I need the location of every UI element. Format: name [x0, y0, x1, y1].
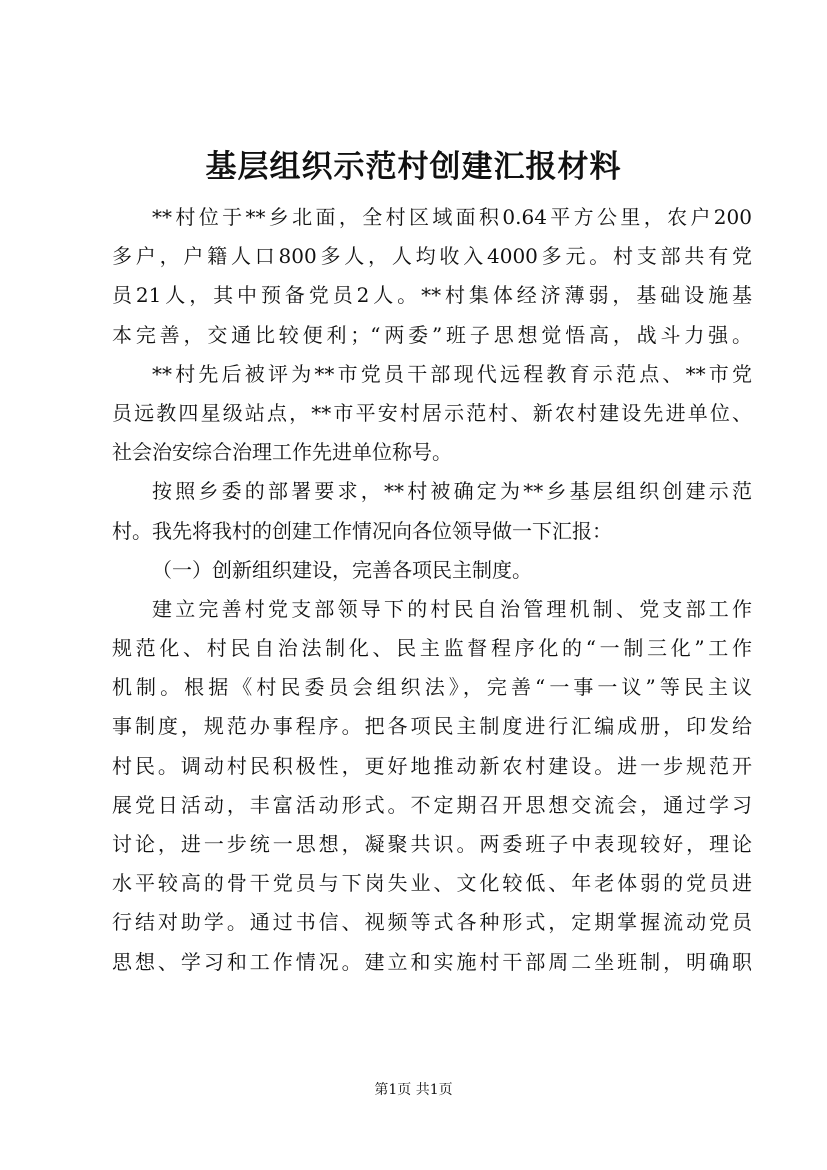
text-line: 员远教四星级站点，**市平安村居示范村、新农村建设先进单位、: [112, 400, 752, 425]
text-line: 村民。调动村民积极性，更好地推动新农村建设。进一步规范开: [112, 753, 752, 778]
text-line: 事制度，规范办事程序。把各项民主制度进行汇编成册，印发给: [112, 714, 752, 739]
text-line: 机制。根据《村民委员会组织法》，完善“一事一议”等民主议: [112, 675, 752, 700]
text-line: 员21人，其中预备党员2人。**村集体经济薄弱，基础设施基: [112, 283, 752, 308]
text-line: 展党日活动，丰富活动形式。不定期召开思想交流会，通过学习: [112, 792, 752, 817]
text-line: 规范化、村民自治法制化、民主监督程序化的“一制三化”工作: [112, 636, 752, 661]
document-body: [112, 198, 752, 982]
page-footer: 第1页 共1页: [374, 1082, 453, 1098]
text-line: 社会治安综合治理工作先进单位称号。: [112, 440, 452, 465]
paragraph-village-overview: [112, 198, 752, 355]
document-title: 基层组织示范村创建汇报材料: [205, 149, 622, 185]
text-line: 按照乡委的部署要求，**村被确定为**乡基层组织创建示范: [152, 479, 752, 504]
section-heading-1: [112, 551, 752, 590]
text-line: 本完善，交通比较便利；“两委”班子思想觉悟高，战斗力强。: [112, 322, 752, 347]
text-line: **村位于**乡北面，全村区域面积0.64平方公里，农户200: [152, 205, 752, 229]
paragraph-organization-building: [112, 590, 752, 982]
paragraph-introduction: [112, 472, 752, 550]
section-heading-text: （一）创新组织建设，完善各项民主制度。: [152, 557, 532, 582]
text-line: 水平较高的骨干党员与下岗失业、文化较低、年老体弱的党员进: [112, 871, 752, 896]
text-line: 讨论，进一步统一思想，凝聚共识。两委班子中表现较好，理论: [112, 832, 752, 856]
paragraph-honors: [112, 355, 752, 473]
text-line: 建立完善村党支部领导下的村民自治管理机制、党支部工作: [152, 596, 752, 621]
text-line: 村。我先将我村的创建工作情况向各位领导做一下汇报：: [112, 518, 612, 543]
text-line: 行结对助学。通过书信、视频等式各种形式，定期掌握流动党员: [112, 910, 752, 935]
text-line: **村先后被评为**市党员干部现代远程教育示范点、**市党: [152, 361, 752, 386]
text-line: 多户，户籍人口800多人，人均收入4000多元。村支部共有党: [112, 244, 752, 269]
text-line: 思想、学习和工作情况。建立和实施村干部周二坐班制，明确职: [112, 949, 752, 974]
